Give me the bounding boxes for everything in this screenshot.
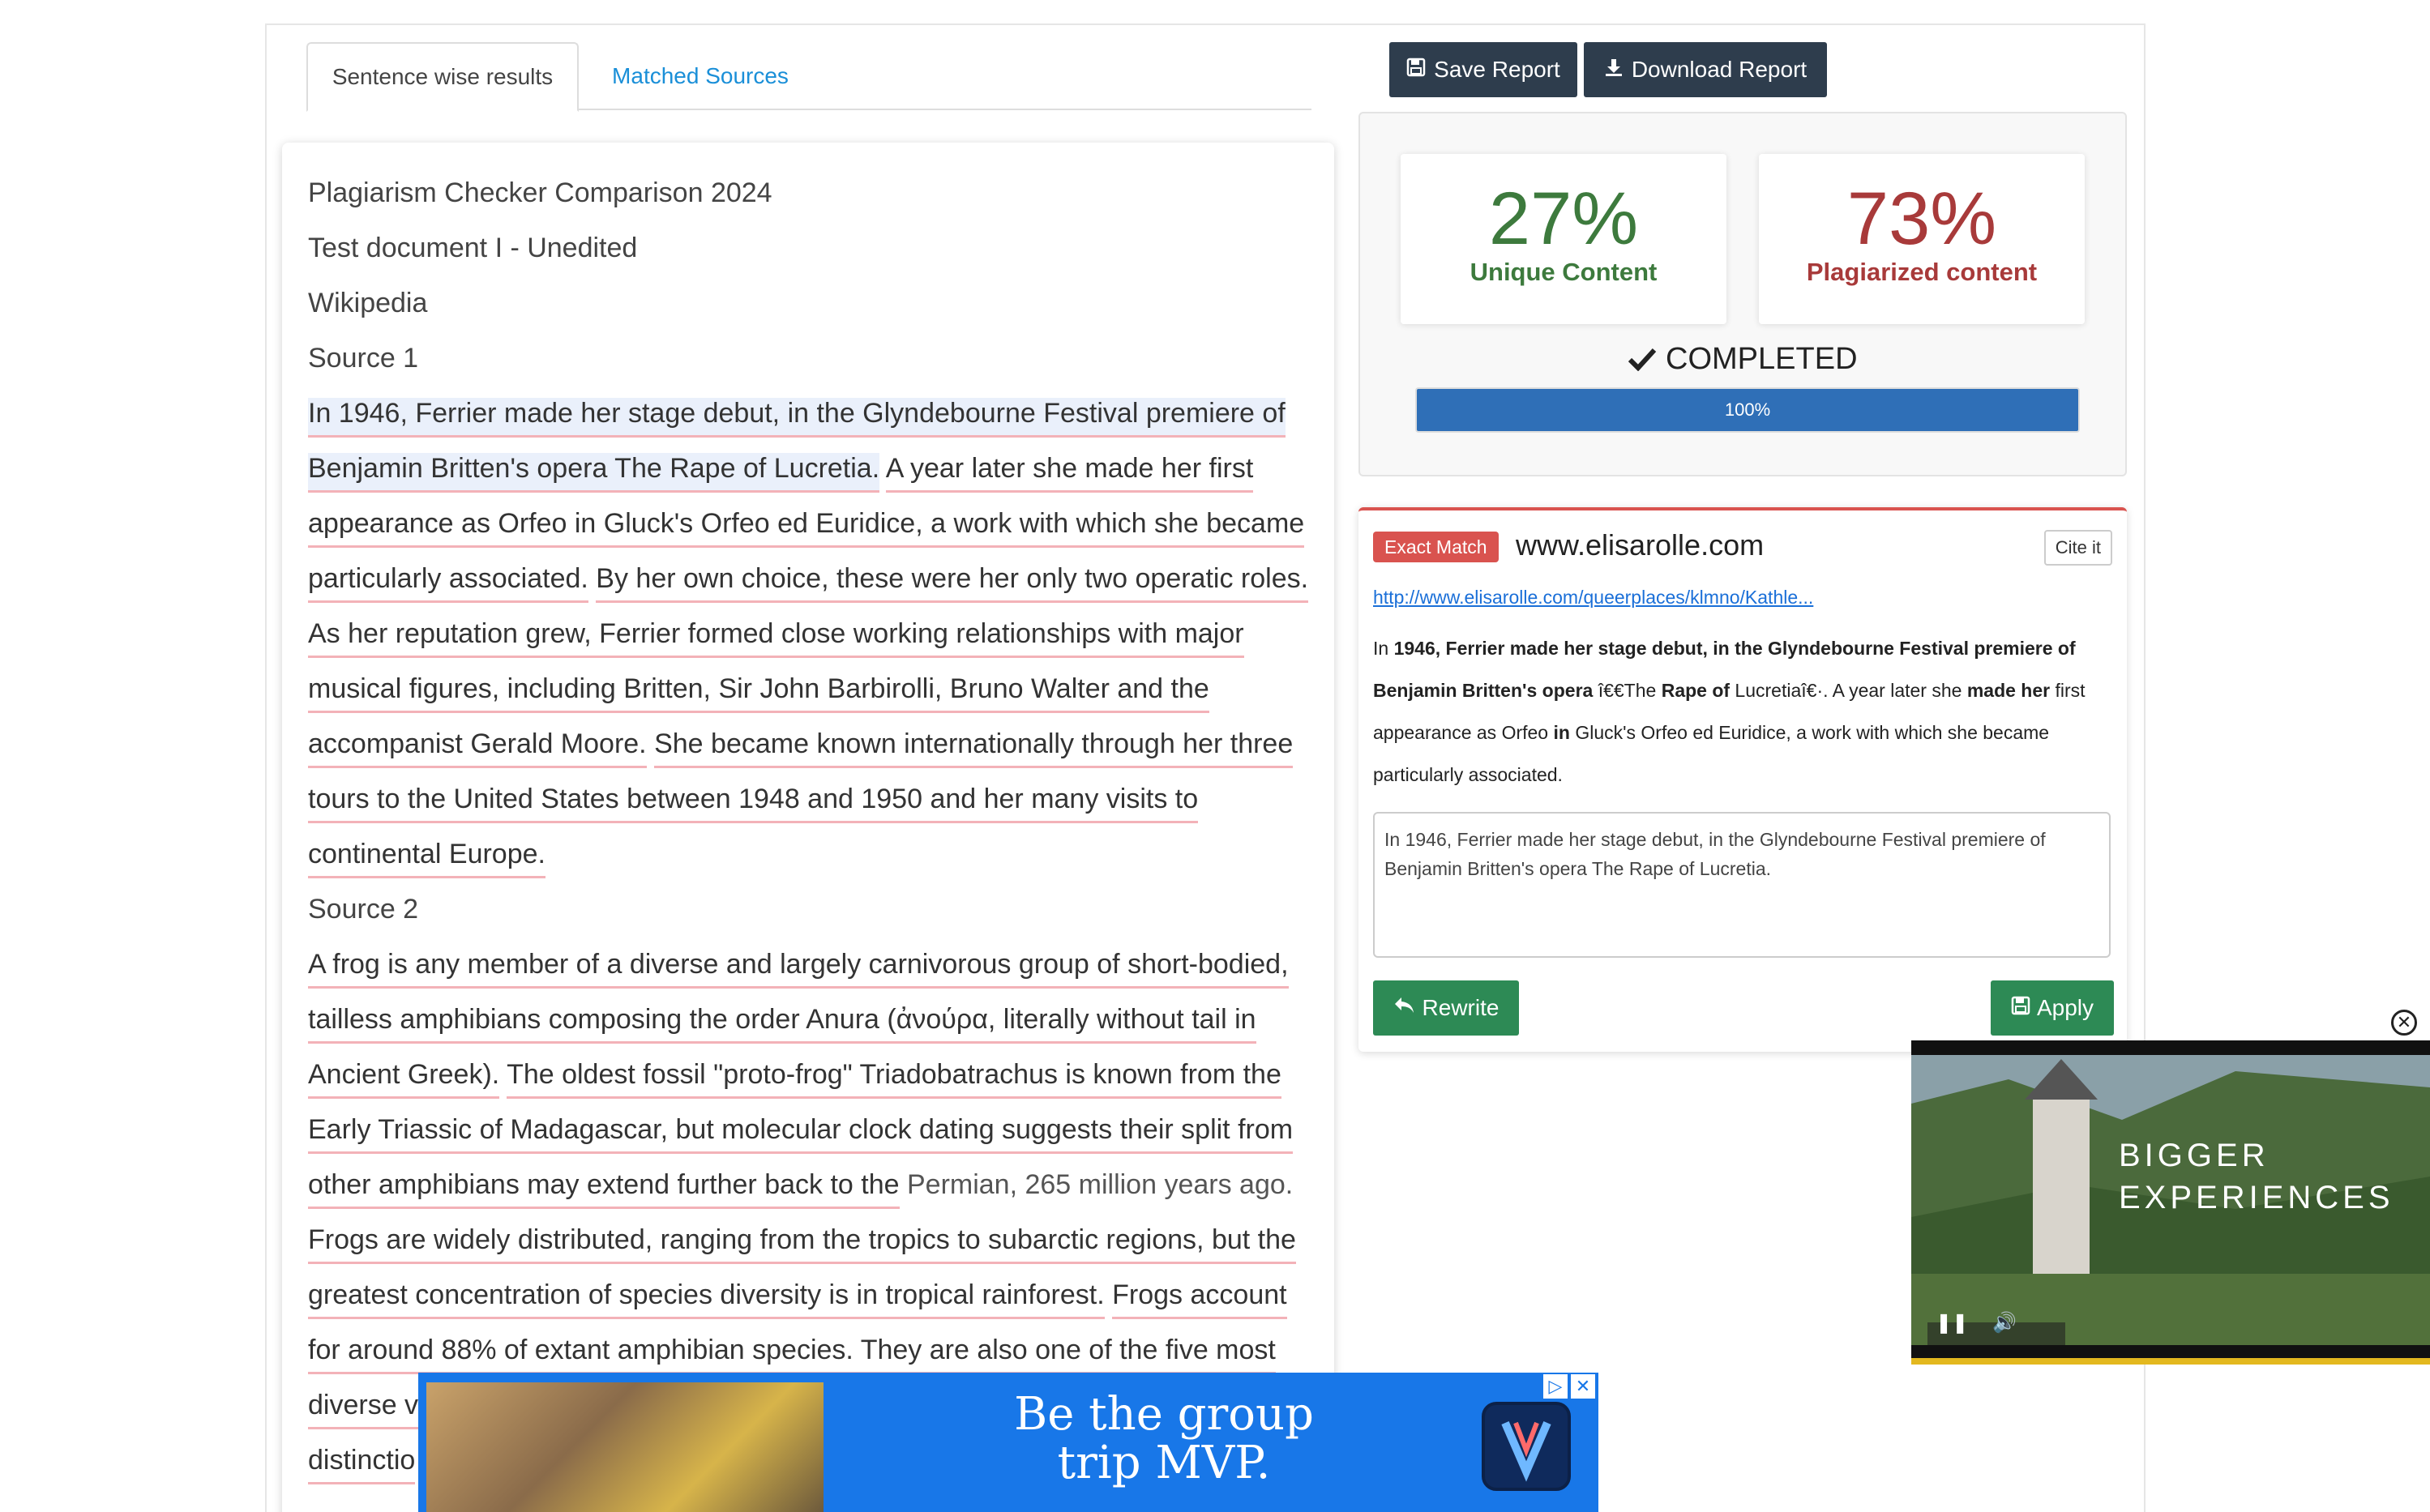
document-heading-line: Source 1 (308, 343, 419, 374)
save-report-button[interactable] (1389, 42, 1577, 97)
source2-line (308, 1157, 1313, 1212)
undo-arrow-icon (1393, 995, 1416, 1021)
match-source-link[interactable]: http://www.elisarolle.com/queerplaces/klmno/Kathle... (1373, 587, 1814, 608)
source1-line (308, 606, 1313, 661)
matched-sentence[interactable]: for around 88% of extant amphibian species. They are also one of the five most (308, 1335, 1276, 1374)
matched-sentence[interactable]: Ancient Greek). (308, 1059, 499, 1099)
matched-sentence[interactable]: other amphibians may extend further back to the (308, 1169, 900, 1209)
document-heading-line: Plagiarism Checker Comparison 2024 (308, 177, 772, 208)
unique-percentage: 27% (1488, 177, 1639, 260)
source1-line (308, 716, 1313, 771)
plagiarized-label: Plagiarized content (1806, 258, 2038, 286)
banner-ad-logo (1482, 1402, 1571, 1491)
unique-content-box (1401, 154, 1726, 324)
download-icon (1604, 58, 1624, 83)
ad-close-icon[interactable]: ✕ (1571, 1374, 1595, 1399)
excerpt-segment: first (2050, 680, 2086, 701)
excerpt-segment: 1946, Ferrier made her stage debut, in the Glyndebourne Festival premiere of (1393, 638, 2076, 659)
matched-sentence[interactable]: Benjamin Britten's opera The Rape of Lucretia. (308, 453, 879, 493)
matched-sentence[interactable]: Early Triassic of Madagascar, but molecular clock dating suggests their split from (308, 1114, 1293, 1154)
ad-choices (1543, 1374, 1595, 1399)
source2-label: Source 2 (308, 894, 419, 925)
excerpt-segment: î€€The (1593, 680, 1662, 701)
source1-line (308, 551, 1313, 606)
matched-sentence[interactable]: tailless amphibians composing the order Anura (ἀνούρα, literally without tail in (308, 1004, 1256, 1044)
source1-line (308, 496, 1313, 551)
text-segment (879, 453, 886, 484)
apply-button[interactable] (1991, 980, 2114, 1036)
text-segment (1105, 1279, 1112, 1310)
document-heading-line: Wikipedia (308, 288, 428, 318)
status-completed (1360, 342, 2125, 377)
matched-sentence[interactable]: continental Europe. (308, 839, 545, 878)
excerpt-segment: Lucretiaî€·. A year later she (1730, 680, 1967, 701)
matched-sentence[interactable]: A year later she made her first (886, 453, 1254, 493)
banner-ad-headline (896, 1390, 1431, 1488)
source1-line (308, 771, 1313, 826)
video-ad-line2: EXPERIENCES (2119, 1180, 2394, 1215)
plagiarized-content-box (1759, 154, 2085, 324)
tab-sentence-wise-results[interactable]: Sentence wise results (306, 42, 579, 112)
matched-sentence[interactable]: As her reputation grew, Ferrier formed close working relationships with major (308, 618, 1244, 658)
unique-label: Unique Content (1470, 258, 1658, 286)
matched-sentence[interactable]: The oldest fossil "proto-frog" Triadobatrachus is known from the (507, 1059, 1281, 1099)
matched-sentence[interactable]: In 1946, Ferrier made her stage debut, in the Glyndebourne Festival premiere of (308, 398, 1286, 438)
banner-ad-photo (426, 1382, 824, 1512)
video-ad-line1: BIGGER (2119, 1138, 2270, 1173)
progress-label: 100% (1724, 399, 1771, 420)
cite-it-button[interactable]: Cite it (2044, 530, 2112, 566)
text-segment (588, 563, 596, 594)
checkmark-icon (1628, 342, 1666, 376)
document-text (308, 165, 1313, 1488)
matched-sentence[interactable]: diverse v (308, 1390, 418, 1429)
floppy-disk-icon (2011, 995, 2030, 1021)
download-report-button[interactable] (1584, 42, 1827, 97)
exact-match-badge: Exact Match (1373, 532, 1499, 562)
document-heading-line: Test document I - Unedited (308, 233, 638, 263)
matched-sentence[interactable]: tours to the United States between 1948 and 1950 and her many visits to (308, 784, 1198, 823)
excerpt-segment: Rape of (1661, 680, 1731, 701)
floppy-disk-icon (1406, 58, 1426, 83)
progress-bar (1415, 387, 2080, 433)
source2-line (308, 1102, 1313, 1157)
excerpt-segment: particularly associated. (1373, 764, 1563, 785)
pause-icon[interactable]: ❚❚ (1936, 1312, 1969, 1334)
source2-line (308, 992, 1313, 1047)
document-panel (282, 143, 1334, 1512)
source1-line (308, 661, 1313, 716)
matched-sentence[interactable]: musical figures, including Britten, Sir John Barbirolli, Bruno Walter and the (308, 673, 1209, 713)
source2-line (308, 1267, 1313, 1322)
matched-sentence[interactable]: A frog is any member of a diverse and largely carnivorous group of short-bodied, (308, 949, 1289, 989)
banner-ad[interactable] (418, 1373, 1598, 1512)
text-segment (647, 728, 654, 759)
progress-fill (1417, 389, 2078, 431)
matched-sentence[interactable]: appearance as Orfeo in Gluck's Orfeo ed Euridice, a work with which she became (308, 508, 1304, 548)
excerpt-segment: in (1553, 722, 1570, 743)
match-site: www.elisarolle.com (1516, 528, 1765, 562)
video-controls (1936, 1311, 2017, 1335)
text-segment: Permian, 265 million years ago. (899, 1169, 1294, 1200)
result-tabs (306, 42, 1311, 110)
save-report-label: Save Report (1434, 57, 1560, 82)
match-card (1358, 507, 2127, 1052)
tab-matched-sources[interactable]: Matched Sources (612, 63, 789, 88)
source2-line (308, 1322, 1313, 1377)
download-report-label: Download Report (1631, 57, 1808, 82)
matched-sentence[interactable]: She became known internationally through her three (654, 728, 1293, 768)
excerpt-segment: Benjamin Britten's opera (1373, 680, 1594, 701)
banner-ad-line1: Be the group (1014, 1388, 1314, 1441)
text-segment (499, 1059, 507, 1090)
matched-sentence[interactable]: Frogs account (1112, 1279, 1286, 1319)
match-excerpt (1373, 627, 2103, 796)
plagiarized-percentage: 73% (1846, 177, 1997, 260)
source2-line (308, 937, 1313, 992)
rewrite-label: Rewrite (1422, 995, 1499, 1020)
matched-sentence[interactable]: greatest concentration of species diversity is in tropical rainforest. (308, 1279, 1105, 1319)
source2-line (308, 1047, 1313, 1102)
source1-line (308, 826, 1313, 882)
banner-ad-line2: trip MVP. (1057, 1437, 1271, 1489)
ad-info-icon[interactable]: ▷ (1543, 1374, 1568, 1399)
source1-line (308, 386, 1313, 441)
excerpt-segment: In (1373, 638, 1394, 659)
matched-sentence[interactable]: accompanist Gerald Moore. (308, 728, 647, 768)
stats-card (1358, 112, 2127, 476)
video-ad[interactable] (1911, 1040, 2430, 1365)
source1-line (308, 441, 1313, 496)
apply-label: Apply (2036, 995, 2094, 1020)
rewrite-textarea[interactable]: In 1946, Ferrier made her stage debut, in the Glyndebourne Festival premiere of Benjamin Britten's opera The Rape of Lucretia. (1373, 812, 2111, 958)
rewrite-button[interactable] (1373, 980, 1519, 1036)
status-text: COMPLETED (1666, 342, 1858, 376)
matched-sentence[interactable]: distinctio (308, 1445, 415, 1484)
excerpt-segment: made her (1966, 680, 2051, 701)
excerpt-segment: Gluck's Orfeo ed Euridice, a work with which she became (1569, 722, 2050, 743)
excerpt-segment: appearance as Orfeo (1373, 722, 1554, 743)
matched-sentence[interactable]: particularly associated. (308, 563, 588, 603)
video-ad-headline (2119, 1134, 2394, 1219)
matched-sentence[interactable]: Frogs are widely distributed, ranging from the tropics to subarctic regions, but the (308, 1224, 1296, 1264)
source2-line (308, 1212, 1313, 1267)
matched-sentence[interactable]: By her own choice, these were her only two operatic roles. (596, 563, 1308, 603)
close-video-icon[interactable]: ✕ (2391, 1010, 2417, 1036)
video-progress-strip (1911, 1358, 2430, 1365)
volume-icon[interactable]: 🔊 (1992, 1312, 2017, 1334)
